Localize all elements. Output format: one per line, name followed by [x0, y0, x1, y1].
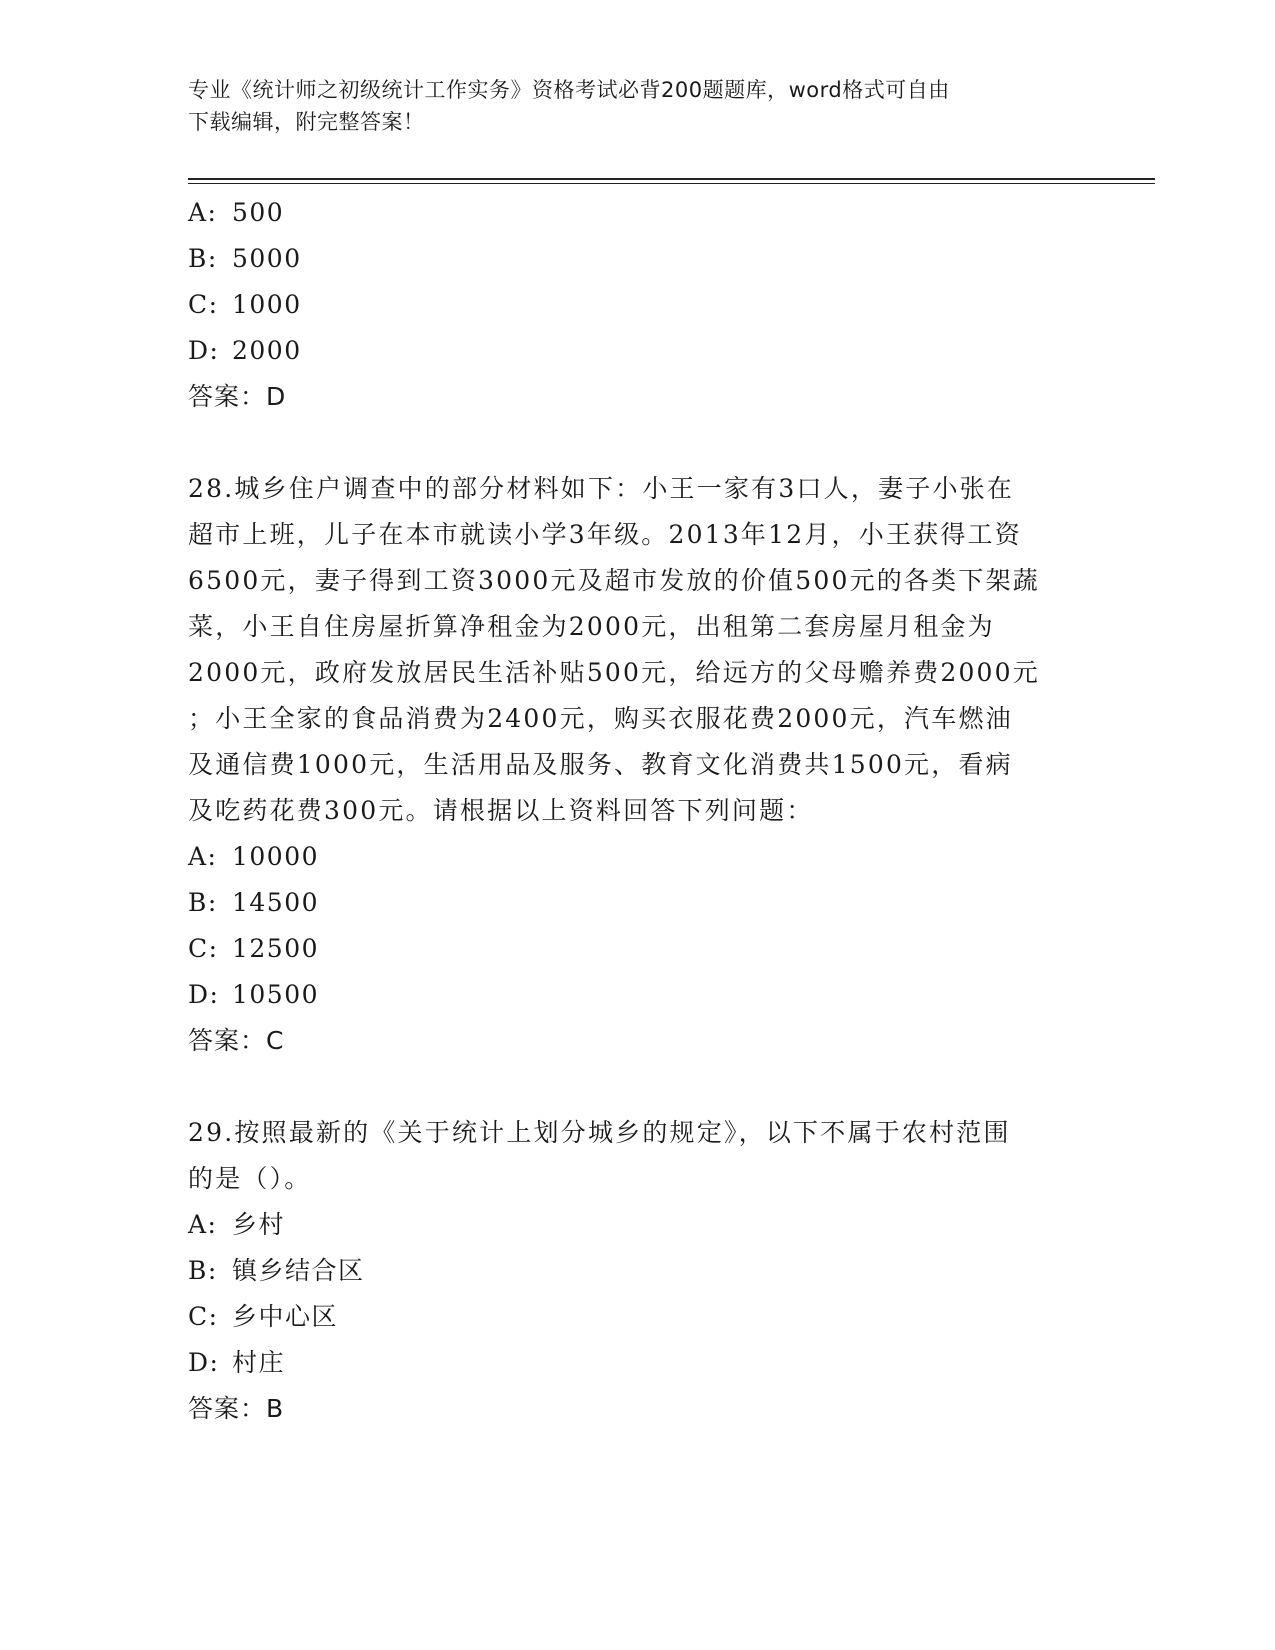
option-a	[188, 190, 1088, 236]
option-value: 乡中心区	[232, 1302, 339, 1331]
question-text-line: 超市上班，儿子在本市就读小学3年级。2013年12月，小王获得工资	[188, 520, 1022, 549]
spacer	[188, 420, 1088, 466]
option-value: 镇乡结合区	[232, 1256, 365, 1285]
question-text-line: 菜，小王自住房屋折算净租金为2000元，出租第二套房屋月租金为	[188, 612, 995, 641]
option-key: C:	[188, 1302, 219, 1331]
header-line-2: 下载编辑，附完整答案！	[188, 110, 425, 134]
option-a	[188, 1202, 1088, 1248]
option-c	[188, 1294, 1088, 1340]
header-line-1: 专业《统计师之初级统计工作实务》资格考试必背200题题库，word格式可自由	[188, 78, 950, 102]
option-value: 10000	[232, 842, 320, 871]
question-28	[188, 466, 1088, 834]
question-text-line: 及通信费1000元，生活用品及服务、教育文化消费共1500元，看病	[188, 750, 1013, 779]
option-b	[188, 1248, 1088, 1294]
option-d	[188, 1340, 1088, 1386]
option-d	[188, 328, 1088, 374]
option-value: 2000	[232, 336, 302, 365]
question-29-options	[188, 1202, 1088, 1432]
option-d	[188, 972, 1088, 1018]
option-value: 14500	[232, 888, 320, 917]
option-key: A:	[188, 198, 218, 227]
option-key: B:	[188, 244, 218, 273]
option-key: B:	[188, 1256, 218, 1285]
option-key: A:	[188, 1210, 218, 1239]
option-key: C:	[188, 290, 219, 319]
option-b	[188, 880, 1088, 926]
option-value: 500	[232, 198, 285, 227]
question-text-line: 29.按照最新的《关于统计上划分城乡的规定》，以下不属于农村范围	[188, 1118, 1011, 1147]
option-c	[188, 926, 1088, 972]
option-key: D:	[188, 980, 220, 1009]
question-text-line: 6500元，妻子得到工资3000元及超市发放的价值500元的各类下架蔬	[188, 566, 1040, 595]
option-a	[188, 834, 1088, 880]
option-value: 5000	[232, 244, 302, 273]
answer: 答案：B	[188, 1394, 285, 1423]
question-text-line: 2000元，政府发放居民生活补贴500元，给远方的父母赡养费2000元	[188, 658, 1040, 687]
option-c	[188, 282, 1088, 328]
question-text-line: ；小王全家的食品消费为2400元，购买衣服花费2000元，汽车燃油	[188, 704, 1013, 733]
question-text-line: 的是（）。	[188, 1164, 312, 1193]
header-divider-thick	[188, 178, 1155, 180]
option-b	[188, 236, 1088, 282]
option-key: C:	[188, 934, 219, 963]
option-value: 10500	[232, 980, 320, 1009]
question-text-line: 28.城乡住户调查中的部分材料如下：小王一家有3口人，妻子小张在	[188, 474, 1015, 503]
option-key: D:	[188, 1348, 220, 1377]
option-key: A:	[188, 842, 218, 871]
option-key: D:	[188, 336, 220, 365]
option-value: 乡村	[232, 1210, 286, 1239]
option-value: 12500	[232, 934, 320, 963]
question-content	[188, 190, 1088, 1432]
document-header	[188, 74, 1088, 138]
answer: 答案：D	[188, 382, 287, 411]
option-value: 1000	[232, 290, 302, 319]
question-27	[188, 190, 1088, 420]
question-text-line: 及吃药花费300元。请根据以上资料回答下列问题：	[188, 796, 814, 825]
header-divider-thin	[188, 183, 1155, 184]
option-value: 村庄	[232, 1348, 286, 1377]
spacer	[188, 1064, 1088, 1110]
question-29	[188, 1110, 1088, 1202]
question-28-options	[188, 834, 1088, 1064]
option-key: B:	[188, 888, 218, 917]
answer: 答案：C	[188, 1026, 285, 1055]
